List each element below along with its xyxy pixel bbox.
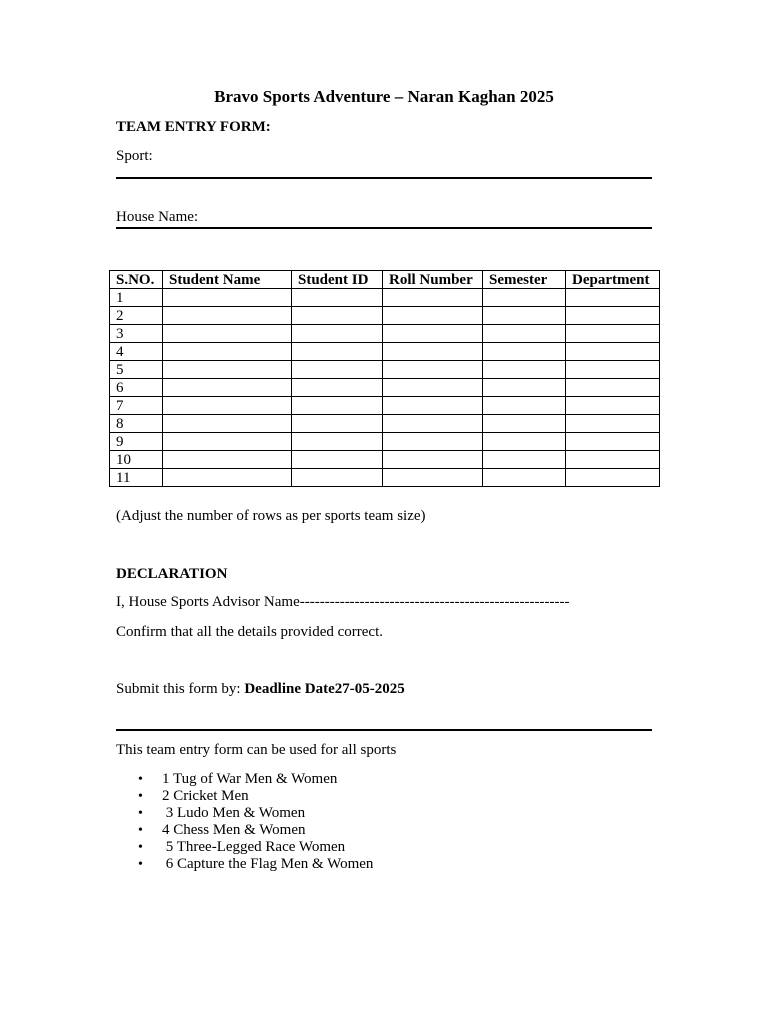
table-row [110,307,660,325]
column-header-sno: S.NO. [110,271,163,289]
cell-semester[interactable] [483,451,566,469]
table-row [110,397,660,415]
column-header-department: Department [566,271,660,289]
cell-department[interactable] [566,307,660,325]
cell-sno: 5 [110,361,163,379]
cell-student-id[interactable] [292,379,383,397]
column-header-student-id: Student ID [292,271,383,289]
bullet-icon: • [138,857,143,872]
deadline-date: Deadline Date27-05-2025 [244,681,405,697]
cell-sno: 1 [110,289,163,307]
bullet-icon: • [138,840,143,855]
cell-department[interactable] [566,361,660,379]
cell-student-name[interactable] [163,361,292,379]
cell-student-id[interactable] [292,451,383,469]
list-item [116,822,373,839]
cell-student-name[interactable] [163,433,292,451]
list-item [116,805,373,822]
cell-sno: 10 [110,451,163,469]
adjust-rows-note: (Adjust the number of rows as per sports team size) [116,508,426,524]
cell-roll-number[interactable] [383,433,483,451]
cell-department[interactable] [566,469,660,487]
cell-department[interactable] [566,415,660,433]
cell-department[interactable] [566,433,660,451]
cell-department[interactable] [566,289,660,307]
sport-item-label: 6 Capture the Flag Men & Women [162,856,374,872]
list-item [116,788,373,805]
table-row [110,469,660,487]
cell-semester[interactable] [483,289,566,307]
sports-intro: This team entry form can be used for all sports [116,742,397,758]
separator-line [116,729,652,731]
cell-semester[interactable] [483,325,566,343]
sport-item-label: 3 Ludo Men & Women [162,805,306,821]
cell-sno: 3 [110,325,163,343]
house-name-fill-line[interactable] [116,227,652,229]
cell-semester[interactable] [483,397,566,415]
cell-student-name[interactable] [163,397,292,415]
table-row [110,415,660,433]
cell-student-id[interactable] [292,415,383,433]
cell-student-name[interactable] [163,451,292,469]
cell-sno: 11 [110,469,163,487]
document-title: Bravo Sports Adventure – Naran Kaghan 2025 [214,87,554,106]
column-header-semester: Semester [483,271,566,289]
cell-semester[interactable] [483,469,566,487]
table-row [110,361,660,379]
cell-student-id[interactable] [292,343,383,361]
declaration-heading: DECLARATION [116,566,228,582]
cell-sno: 7 [110,397,163,415]
form-heading: TEAM ENTRY FORM: [116,119,271,135]
cell-student-id[interactable] [292,325,383,343]
sport-item-label: 1 Tug of War Men & Women [162,771,338,787]
cell-department[interactable] [566,325,660,343]
cell-department[interactable] [566,451,660,469]
bullet-icon: • [138,789,143,804]
table-row [110,325,660,343]
table-row [110,289,660,307]
cell-student-name[interactable] [163,343,292,361]
cell-semester[interactable] [483,307,566,325]
cell-student-id[interactable] [292,469,383,487]
declaration-advisor-line: I, House Sports Advisor Name------------------------------------------------------ [116,594,570,610]
sport-fill-line[interactable] [116,177,652,179]
cell-department[interactable] [566,343,660,361]
sport-item-label: 2 Cricket Men [162,788,249,804]
cell-student-name[interactable] [163,289,292,307]
bullet-icon: • [138,823,143,838]
cell-roll-number[interactable] [383,415,483,433]
cell-roll-number[interactable] [383,343,483,361]
cell-semester[interactable] [483,415,566,433]
cell-roll-number[interactable] [383,397,483,415]
cell-student-id[interactable] [292,433,383,451]
list-item [116,771,373,788]
cell-sno: 9 [110,433,163,451]
cell-sno: 4 [110,343,163,361]
table-row [110,379,660,397]
cell-roll-number[interactable] [383,469,483,487]
team-roster-table [109,270,660,487]
cell-student-name[interactable] [163,325,292,343]
table-row [110,451,660,469]
table-header-row [110,271,660,289]
cell-roll-number[interactable] [383,451,483,469]
column-header-roll-number: Roll Number [383,271,483,289]
declaration-confirm-line: Confirm that all the details provided correct. [116,624,383,640]
cell-student-id[interactable] [292,307,383,325]
list-item [116,856,373,873]
cell-sno: 6 [110,379,163,397]
cell-roll-number[interactable] [383,379,483,397]
bullet-icon: • [138,772,143,787]
cell-student-id[interactable] [292,397,383,415]
sports-list [116,771,373,873]
cell-roll-number[interactable] [383,361,483,379]
cell-department[interactable] [566,379,660,397]
table-row [110,343,660,361]
cell-student-name[interactable] [163,469,292,487]
cell-roll-number[interactable] [383,307,483,325]
cell-roll-number[interactable] [383,289,483,307]
submit-prefix: Submit this form by: [116,681,245,697]
column-header-student-name: Student Name [163,271,292,289]
cell-semester[interactable] [483,343,566,361]
cell-semester[interactable] [483,433,566,451]
cell-semester[interactable] [483,361,566,379]
table-row [110,433,660,451]
cell-student-name[interactable] [163,307,292,325]
cell-roll-number[interactable] [383,325,483,343]
sport-item-label: 4 Chess Men & Women [162,822,306,838]
cell-student-name[interactable] [163,415,292,433]
sport-item-label: 5 Three-Legged Race Women [162,839,346,855]
house-name-label: House Name: [116,209,199,225]
list-item [116,839,373,856]
cell-semester[interactable] [483,379,566,397]
cell-sno: 8 [110,415,163,433]
cell-student-id[interactable] [292,361,383,379]
cell-student-id[interactable] [292,289,383,307]
cell-sno: 2 [110,307,163,325]
bullet-icon: • [138,806,143,821]
sport-label: Sport: [116,148,153,164]
cell-student-name[interactable] [163,379,292,397]
submit-deadline-line [116,681,405,698]
cell-department[interactable] [566,397,660,415]
